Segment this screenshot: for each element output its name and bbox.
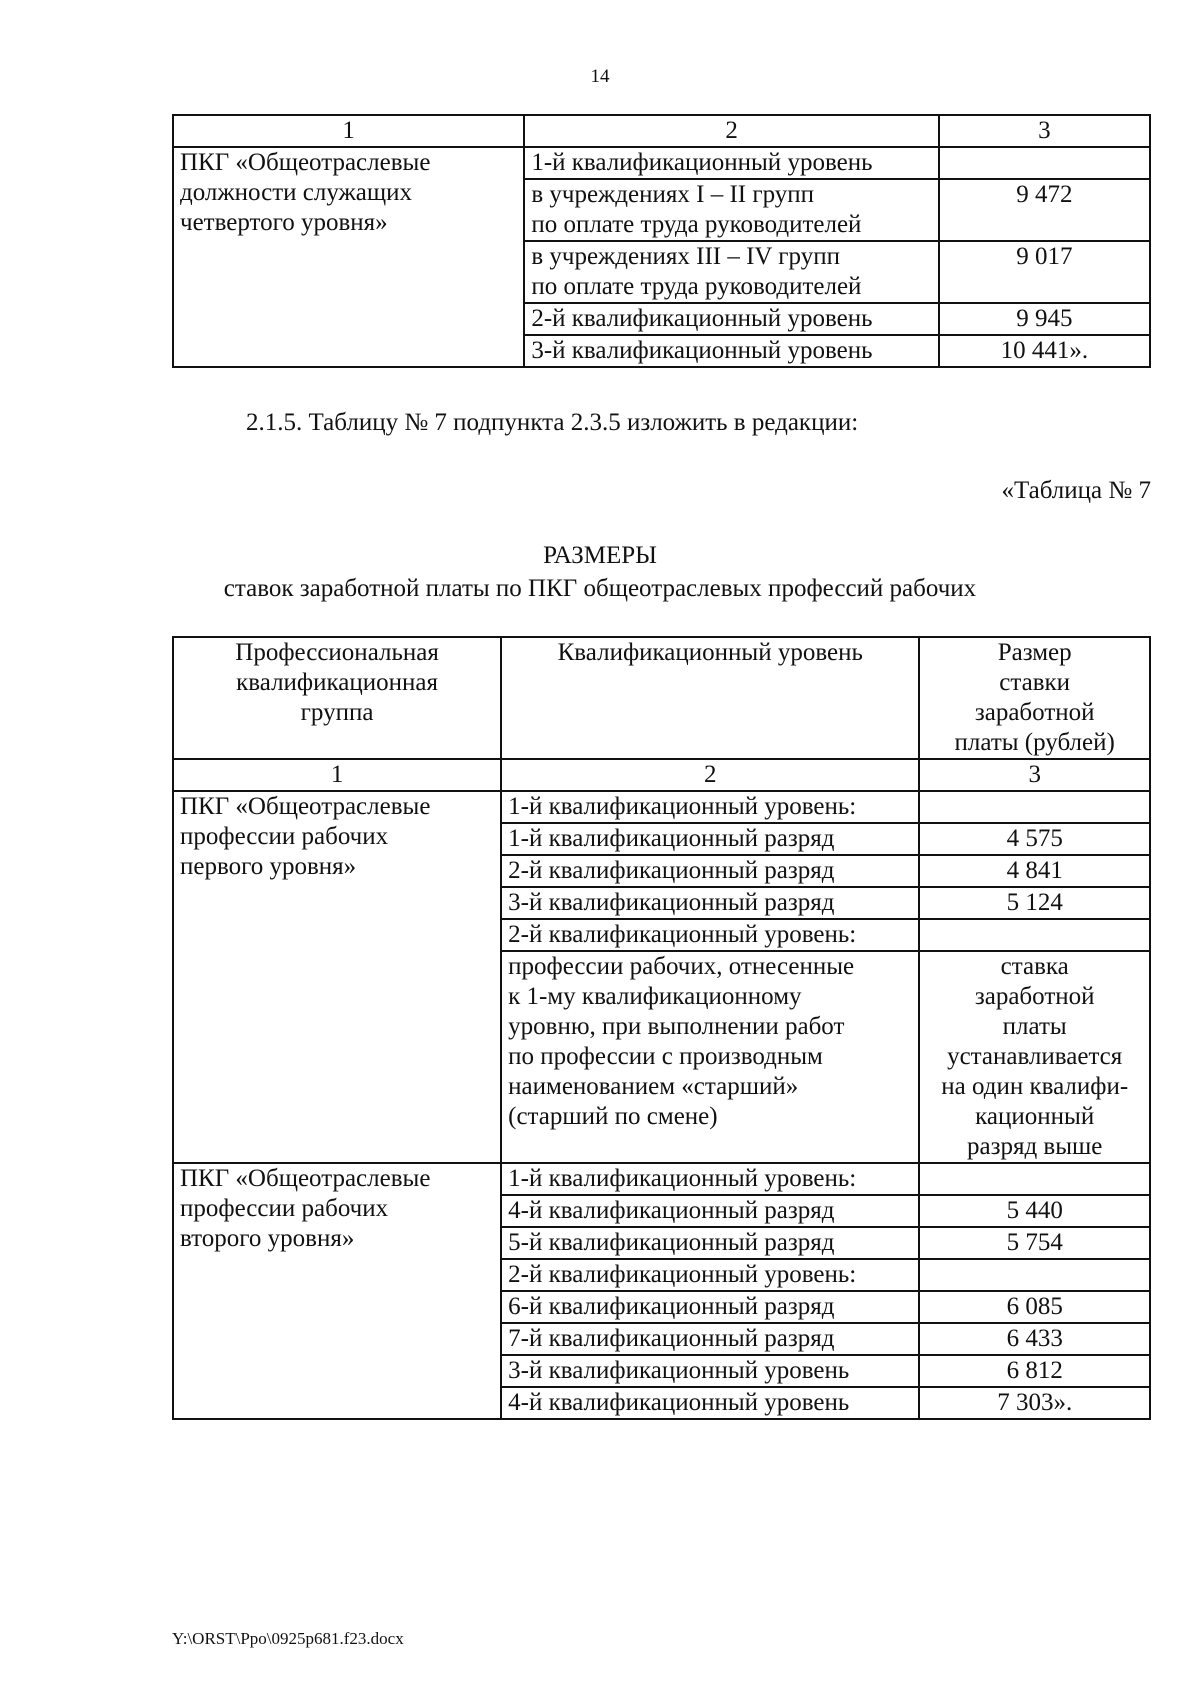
value-cell [919, 1163, 1150, 1195]
level-cell [501, 1387, 919, 1419]
table-7 [172, 636, 1151, 1420]
value-text: заработной [974, 983, 1095, 1010]
table-row [173, 1163, 1150, 1195]
level-cell [501, 919, 919, 951]
group-name-line: четвертого уровня» [180, 209, 388, 236]
header-cell-level [501, 637, 919, 759]
level-text: в учреждениях III – IV групп [531, 243, 840, 270]
group-name-line: первого уровня» [180, 853, 357, 880]
value-text: устанавливается [947, 1043, 1123, 1070]
level-cell [501, 823, 919, 855]
level-text: профессии рабочих, отнесенные [508, 953, 855, 980]
header-cell-group [173, 637, 501, 759]
group-name-line: профессии рабочих [180, 823, 389, 850]
level-text: (старший по смене) [508, 1103, 718, 1130]
level-cell [501, 951, 919, 1163]
table-row [173, 791, 1150, 823]
level-cell [524, 335, 939, 367]
value-text: кационный [975, 1103, 1095, 1130]
level-text: к 1-му квалификационному [508, 983, 802, 1010]
value-text: ставка [1000, 953, 1069, 980]
level-text: по профессии с производным [508, 1043, 823, 1070]
value-cell: 9 472 [939, 179, 1150, 241]
level-text: 4-й квалификационный уровень [508, 1389, 850, 1416]
value-cell [919, 1387, 1150, 1419]
level-text: 1-й квалификационный разряд [508, 825, 835, 852]
table-header-row [173, 115, 1150, 147]
level-text: 4-й квалификационный разряд [508, 1197, 835, 1224]
value-cell: 9 017 [939, 241, 1150, 303]
value-cell [919, 1195, 1150, 1227]
level-text: по оплате труда руководителей [531, 273, 862, 300]
value-cell [919, 1259, 1150, 1291]
level-cell [524, 241, 939, 303]
group-name-cell [173, 147, 524, 367]
level-text: 1-й квалификационный уровень: [508, 793, 857, 820]
value-cell [919, 823, 1150, 855]
file-path-footer: Y:\ORST\Ppo\0925p681.f23.docx [172, 1629, 404, 1648]
value-cell [919, 1323, 1150, 1355]
header-cell-value [919, 637, 1150, 759]
value-text: платы [1002, 1013, 1067, 1040]
level-cell [501, 887, 919, 919]
level-cell [501, 791, 919, 823]
group-name-cell [173, 791, 501, 1163]
value-cell [919, 1355, 1150, 1387]
value-cell: 9 945 [939, 303, 1150, 335]
table-6-continuation [172, 114, 1151, 368]
header-text: квалификационная [236, 669, 438, 696]
header-text: ставки [999, 669, 1071, 696]
table-row [173, 147, 1150, 179]
value-text: 7 303». [997, 1389, 1073, 1416]
level-text: 7-й квалификационный разряд [508, 1325, 835, 1352]
value-cell [919, 951, 1150, 1163]
level-text: 2-й квалификационный уровень [531, 305, 873, 332]
header-text: платы (рублей) [954, 729, 1115, 756]
column-number: 2 [501, 759, 919, 791]
column-number: 1 [173, 759, 501, 791]
header-text: заработной [974, 699, 1095, 726]
level-text: 1-й квалификационный уровень: [508, 1165, 857, 1192]
level-cell [501, 1195, 919, 1227]
value-text: 5 124 [1006, 889, 1063, 916]
level-text: наименованием «старший» [508, 1073, 799, 1100]
level-text: 3-й квалификационный уровень [508, 1357, 850, 1384]
level-text: в учреждениях I – II групп [531, 181, 815, 208]
group-name-line: ПКГ «Общеотраслевые [180, 1165, 431, 1192]
level-text: 3-й квалификационный уровень [531, 337, 873, 364]
value-cell [919, 855, 1150, 887]
value-text: 4 841 [1006, 857, 1063, 884]
value-cell [919, 919, 1150, 951]
value-text: 5 440 [1006, 1197, 1063, 1224]
level-cell [524, 179, 939, 241]
level-text: уровню, при выполнении работ [508, 1013, 845, 1040]
value-text: разряд выше [966, 1133, 1103, 1160]
header-text: Профессиональная [235, 639, 439, 666]
value-text: 4 575 [1006, 825, 1063, 852]
column-number: 2 [524, 115, 939, 147]
value-text: 5 754 [1006, 1229, 1063, 1256]
table-caption: «Таблица № 7 [1001, 477, 1151, 504]
header-text: группа [300, 699, 374, 726]
level-text: 2-й квалификационный уровень: [508, 1261, 857, 1288]
level-cell [501, 1323, 919, 1355]
value-cell [919, 791, 1150, 823]
level-cell [501, 855, 919, 887]
level-text: 3-й квалификационный разряд [508, 889, 835, 916]
level-text: 6-й квалификационный разряд [508, 1293, 835, 1320]
value-cell [919, 1291, 1150, 1323]
level-text: по оплате труда руководителей [531, 211, 862, 238]
amendment-paragraph: 2.1.5. Таблицу № 7 подпункта 2.3.5 изложить в редакции: [246, 409, 859, 436]
column-number: 3 [919, 759, 1150, 791]
group-name-cell [173, 1163, 501, 1419]
group-name-line: профессии рабочих [180, 1195, 389, 1222]
level-cell [501, 1259, 919, 1291]
table-header-row [173, 637, 1150, 759]
level-cell [501, 1163, 919, 1195]
level-text: 2-й квалификационный уровень: [508, 921, 857, 948]
group-name-line: ПКГ «Общеотраслевые [180, 793, 431, 820]
level-cell [524, 303, 939, 335]
table-subtitle: ставок заработной платы по ПКГ общеотраслевых профессий рабочих [223, 575, 977, 602]
group-name-line: ПКГ «Общеотраслевые [180, 149, 431, 176]
column-number-row [173, 759, 1150, 791]
column-number: 3 [939, 115, 1150, 147]
value-text: 6 085 [1006, 1293, 1063, 1320]
value-cell [919, 887, 1150, 919]
group-name-line: должности служащих [180, 179, 413, 206]
value-text: 6 433 [1006, 1325, 1063, 1352]
level-text: 5-й квалификационный разряд [508, 1229, 835, 1256]
header-text: Размер [997, 639, 1072, 666]
value-cell: 10 441». [939, 335, 1150, 367]
value-text: на один квалифи- [941, 1073, 1129, 1100]
value-cell [939, 147, 1150, 179]
header-text: Квалификационный уровень [557, 639, 863, 666]
table-title: РАЗМЕРЫ [543, 542, 657, 569]
value-text: 6 812 [1006, 1357, 1063, 1384]
page-number: 14 [590, 66, 610, 87]
level-text: 2-й квалификационный разряд [508, 857, 835, 884]
value-cell [919, 1227, 1150, 1259]
group-name-line: второго уровня» [180, 1225, 355, 1252]
level-cell [524, 147, 939, 179]
level-text: 1-й квалификационный уровень [531, 149, 873, 176]
level-cell [501, 1355, 919, 1387]
level-cell [501, 1291, 919, 1323]
level-cell [501, 1227, 919, 1259]
column-number: 1 [173, 115, 524, 147]
